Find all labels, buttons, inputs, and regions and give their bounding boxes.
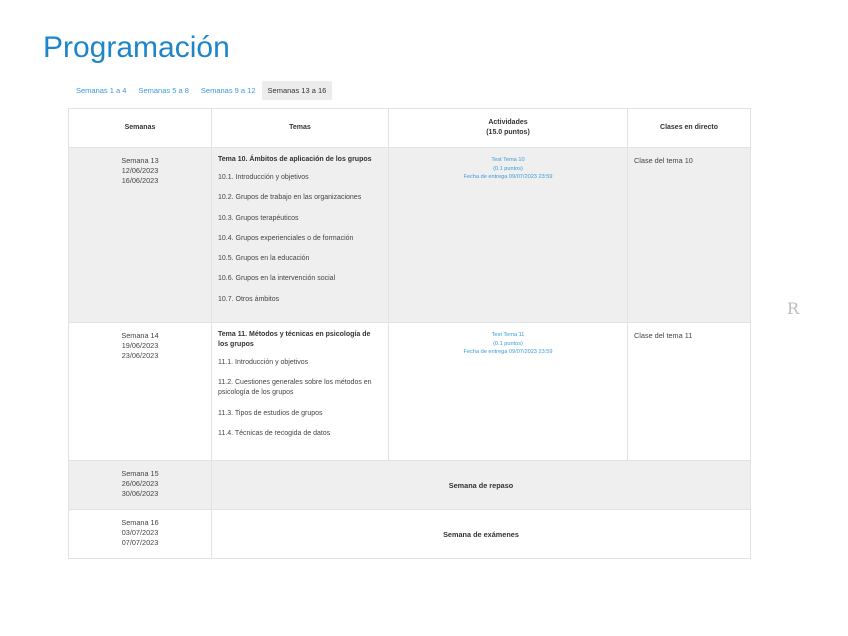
tab-semanas-5-8[interactable]: Semanas 5 a 8 [138,86,189,95]
topic-title: Tema 10. Ámbitos de aplicación de los grupos [218,156,372,163]
header-temas: Temas [212,109,389,148]
week-start-date: 12/06/2023 [121,166,159,175]
subtopic-item: 10.6. Grupos en la intervención social [218,275,336,283]
activity-due-date: Fecha de entrega 09/07/2023 23:59 [463,349,553,355]
topic-title: Tema 11. Métodos y técnicas en psicología de los grupos [218,331,371,348]
tab-semanas-1-4[interactable]: Semanas 1 a 4 [76,86,127,95]
activity-test-link[interactable]: Test Tema 11 [491,332,525,338]
table-row [69,148,751,323]
reader-icon[interactable]: R [787,299,800,318]
subtopic-item: 10.5. Grupos en la educación [218,255,310,263]
week-label: Semana 14 [121,331,159,340]
week-label: Semana 13 [121,156,159,165]
week-cell [69,461,212,510]
subtopic-item: 11.3. Tipos de estudios de grupos [218,409,323,417]
activity-points: (0.1 puntos) [493,165,523,172]
topic-cell [212,323,389,461]
activity-cell [389,148,628,323]
table-row [69,510,751,559]
week-end-date: 07/07/2023 [121,538,159,547]
subtopic-item: 11.2. Cuestiones generales sobre los métodos en psicología de los grupos [218,379,372,397]
week-label: Semana 15 [121,469,159,478]
week-cell [69,510,212,559]
live-class-label: Clase del tema 10 [634,156,693,165]
week-start-date: 19/06/2023 [121,341,159,350]
subtopic-item: 10.3. Grupos terapéuticos [218,214,299,222]
subtopic-item: 10.2. Grupos de trabajo en las organizaciones [218,194,362,202]
activity-points: (0.1 puntos) [493,340,523,347]
table-row [69,323,751,461]
subtopic-item: 10.1. Introducción y objetivos [218,174,309,181]
review-week-cell: Semana de repaso [212,461,751,510]
tab-semanas-9-12[interactable]: Semanas 9 a 12 [200,86,256,95]
topic-cell [212,148,389,323]
header-actividades [389,109,628,148]
subtopic-item: 11.1. Introducción y objetivos [218,359,309,366]
week-start-date: 03/07/2023 [121,528,159,537]
subtopic-item: 11.4. Técnicas de recogida de datos [218,429,331,437]
week-cell [69,148,212,323]
header-actividades-puntos: (15.0 puntos) [486,129,530,136]
subtopic-item: 10.4. Grupos experienciales o de formación [218,234,354,242]
live-class-cell [628,323,751,461]
activity-due-date: Fecha de entrega 09/07/2023 23:59 [463,174,553,180]
live-class-cell [628,148,751,323]
page-title: Programación [43,31,230,64]
week-tabs [70,81,332,100]
schedule-table [68,108,751,559]
table-row [69,461,751,510]
header-actividades-label: Actividades [488,119,528,126]
subtopic-item: 10.7. Otros ámbitos [218,295,280,303]
exam-week-cell: Semana de exámenes [212,510,751,559]
week-end-date: 16/06/2023 [121,176,159,185]
week-cell [69,323,212,461]
week-start-date: 26/06/2023 [121,479,159,488]
table-header-row [69,109,751,148]
week-end-date: 30/06/2023 [121,489,159,498]
activity-cell [389,323,628,461]
live-class-label: Clase del tema 11 [634,331,693,340]
header-semanas: Semanas [69,109,212,148]
tab-semanas-13-16[interactable]: Semanas 13 a 16 [262,81,333,100]
week-end-date: 23/06/2023 [121,351,159,360]
header-clases: Clases en directo [628,109,751,148]
week-label: Semana 16 [121,518,159,527]
activity-test-link[interactable]: Test Tema 10 [491,157,525,163]
